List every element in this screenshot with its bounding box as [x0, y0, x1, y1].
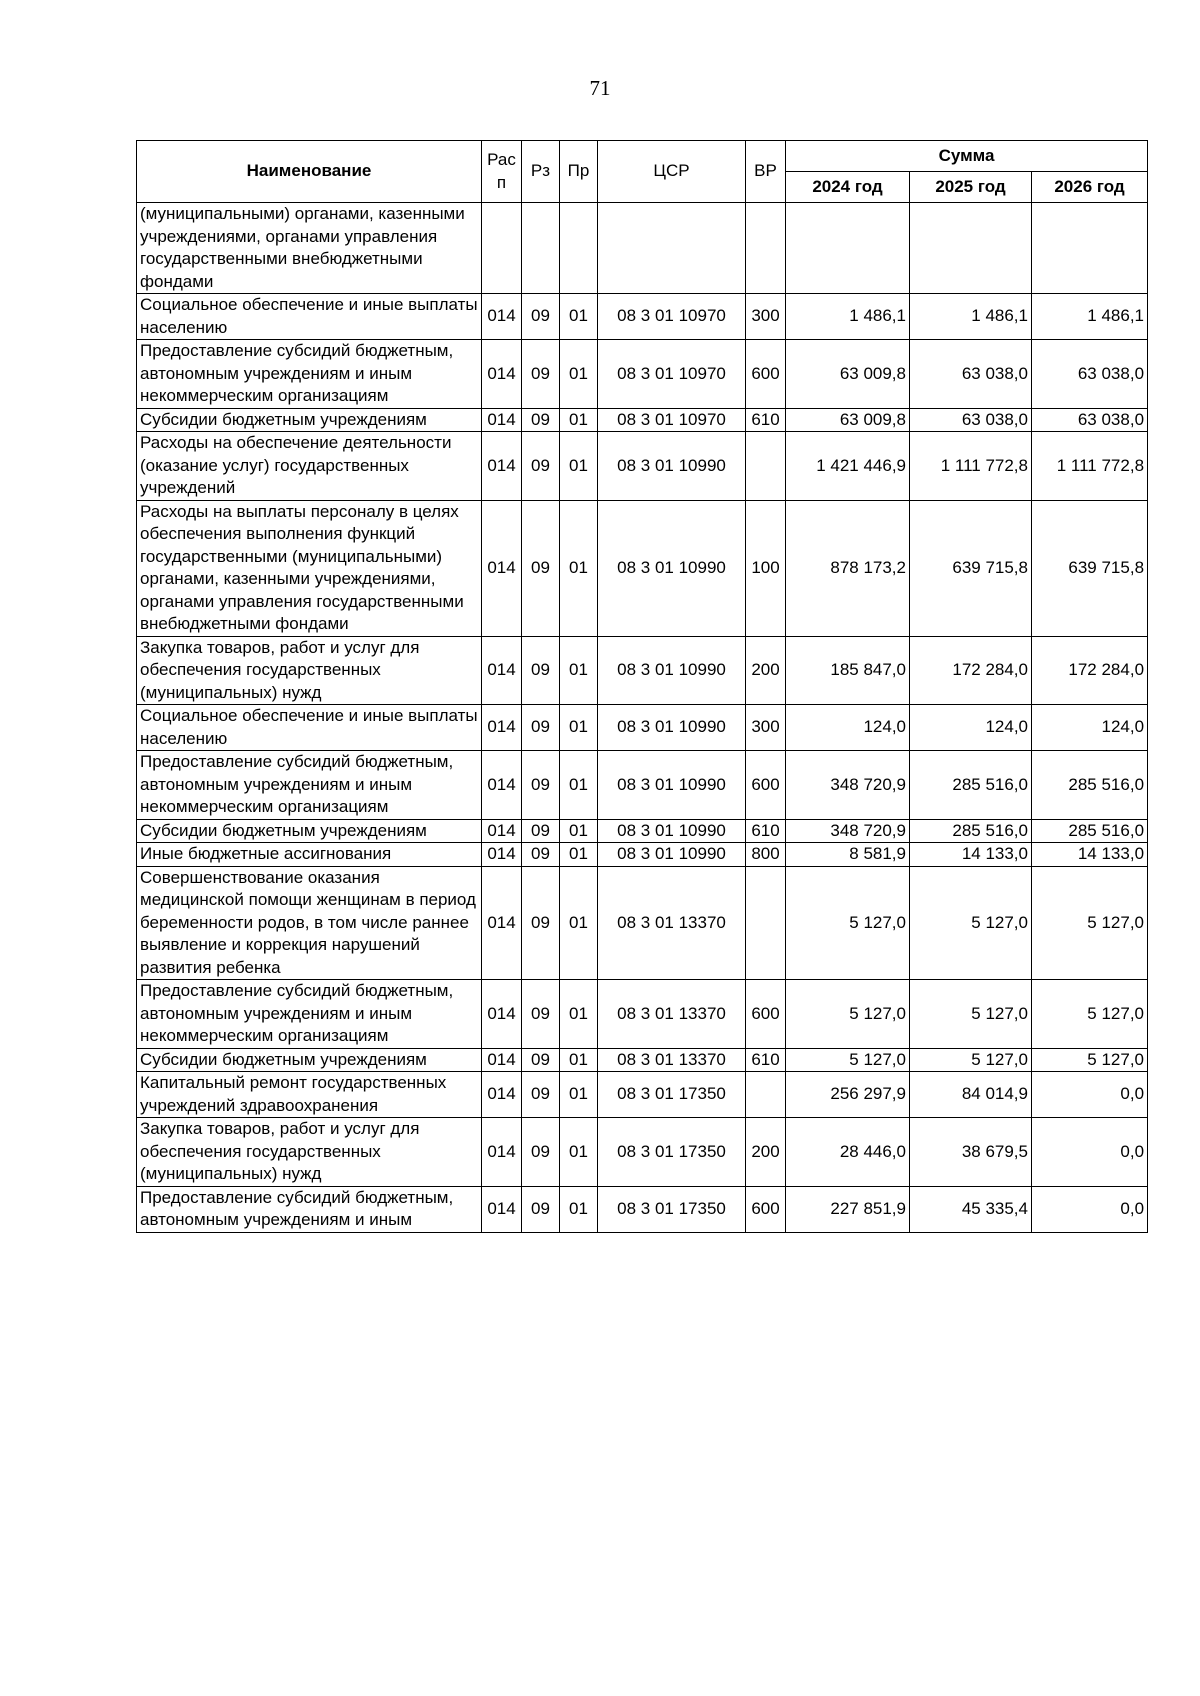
row-sum-2026: 1 111 772,8 — [1032, 432, 1148, 501]
table-row — [137, 636, 1148, 705]
row-csr: 08 3 01 17350 — [598, 1118, 746, 1187]
row-vr: 600 — [746, 1186, 786, 1232]
row-name: Предоставление субсидий бюджетным, автономным учреждениям и иным некоммерческим организациям — [137, 340, 482, 409]
header-sum: Сумма — [786, 141, 1148, 172]
row-pr: 01 — [560, 705, 598, 751]
row-pr: 01 — [560, 1186, 598, 1232]
row-csr: 08 3 01 17350 — [598, 1072, 746, 1118]
row-rasp: 014 — [482, 1048, 522, 1072]
row-vr: 600 — [746, 980, 786, 1049]
row-sum-2026: 285 516,0 — [1032, 751, 1148, 820]
row-sum-2026: 285 516,0 — [1032, 819, 1148, 843]
row-pr: 01 — [560, 843, 598, 867]
row-sum-2026: 5 127,0 — [1032, 866, 1148, 980]
header-rasp — [482, 141, 522, 203]
row-vr — [746, 1072, 786, 1118]
row-csr: 08 3 01 10990 — [598, 751, 746, 820]
row-csr: 08 3 01 10990 — [598, 500, 746, 636]
row-sum-2024: 124,0 — [786, 705, 910, 751]
header-csr: ЦСР — [598, 141, 746, 203]
row-sum-2025: 5 127,0 — [910, 866, 1032, 980]
row-name: Закупка товаров, работ и услуг для обеспечения государственных (муниципальных) нужд — [137, 636, 482, 705]
row-name: Закупка товаров, работ и услуг для обеспечения государственных (муниципальных) нужд — [137, 1118, 482, 1187]
row-rasp: 014 — [482, 751, 522, 820]
row-sum-2025 — [910, 203, 1032, 294]
row-csr: 08 3 01 10990 — [598, 819, 746, 843]
row-sum-2025: 14 133,0 — [910, 843, 1032, 867]
table-row — [137, 1118, 1148, 1187]
header-year-2026: 2026 год — [1032, 172, 1148, 203]
table-row — [137, 1072, 1148, 1118]
row-vr: 800 — [746, 843, 786, 867]
table-row — [137, 843, 1148, 867]
row-name: Субсидии бюджетным учреждениям — [137, 819, 482, 843]
row-sum-2024: 227 851,9 — [786, 1186, 910, 1232]
row-vr: 100 — [746, 500, 786, 636]
row-rz: 09 — [522, 751, 560, 820]
row-csr: 08 3 01 10990 — [598, 432, 746, 501]
row-vr: 200 — [746, 1118, 786, 1187]
row-vr — [746, 432, 786, 501]
row-rz: 09 — [522, 1072, 560, 1118]
row-pr: 01 — [560, 432, 598, 501]
row-pr: 01 — [560, 636, 598, 705]
row-rasp: 014 — [482, 819, 522, 843]
row-sum-2025: 38 679,5 — [910, 1118, 1032, 1187]
row-rz: 09 — [522, 819, 560, 843]
row-sum-2026: 172 284,0 — [1032, 636, 1148, 705]
row-sum-2026: 1 486,1 — [1032, 294, 1148, 340]
row-name: Иные бюджетные ассигнования — [137, 843, 482, 867]
row-vr — [746, 203, 786, 294]
row-pr: 01 — [560, 340, 598, 409]
row-sum-2026: 14 133,0 — [1032, 843, 1148, 867]
row-rasp: 014 — [482, 340, 522, 409]
row-sum-2024: 1 486,1 — [786, 294, 910, 340]
row-vr — [746, 866, 786, 980]
table-row — [137, 500, 1148, 636]
header-year-2025: 2025 год — [910, 172, 1032, 203]
row-rasp: 014 — [482, 432, 522, 501]
row-sum-2025: 124,0 — [910, 705, 1032, 751]
row-vr: 610 — [746, 1048, 786, 1072]
row-pr: 01 — [560, 500, 598, 636]
row-rasp: 014 — [482, 980, 522, 1049]
row-csr: 08 3 01 10970 — [598, 408, 746, 432]
row-sum-2025: 5 127,0 — [910, 1048, 1032, 1072]
row-sum-2025: 45 335,4 — [910, 1186, 1032, 1232]
row-sum-2025: 285 516,0 — [910, 751, 1032, 820]
row-sum-2024: 5 127,0 — [786, 866, 910, 980]
row-vr: 600 — [746, 751, 786, 820]
row-sum-2025: 63 038,0 — [910, 340, 1032, 409]
row-sum-2024: 348 720,9 — [786, 819, 910, 843]
row-rz: 09 — [522, 294, 560, 340]
row-sum-2024: 878 173,2 — [786, 500, 910, 636]
row-sum-2024: 28 446,0 — [786, 1118, 910, 1187]
row-pr: 01 — [560, 751, 598, 820]
row-sum-2025: 1 111 772,8 — [910, 432, 1032, 501]
header-name: Наименование — [137, 141, 482, 203]
row-sum-2025: 5 127,0 — [910, 980, 1032, 1049]
table-row — [137, 751, 1148, 820]
row-sum-2024: 5 127,0 — [786, 1048, 910, 1072]
row-rz: 09 — [522, 1186, 560, 1232]
row-sum-2025: 63 038,0 — [910, 408, 1032, 432]
row-rz: 09 — [522, 980, 560, 1049]
row-name: Субсидии бюджетным учреждениям — [137, 1048, 482, 1072]
row-name: Расходы на обеспечение деятельности (оказание услуг) государственных учреждений — [137, 432, 482, 501]
row-rz: 09 — [522, 843, 560, 867]
row-rz: 09 — [522, 1118, 560, 1187]
row-pr: 01 — [560, 819, 598, 843]
row-sum-2025: 172 284,0 — [910, 636, 1032, 705]
header-year-2024: 2024 год — [786, 172, 910, 203]
row-csr: 08 3 01 10970 — [598, 294, 746, 340]
row-name: Предоставление субсидий бюджетным, автономным учреждениям и иным некоммерческим организациям — [137, 980, 482, 1049]
row-vr: 610 — [746, 408, 786, 432]
row-rasp: 014 — [482, 636, 522, 705]
row-sum-2026: 5 127,0 — [1032, 1048, 1148, 1072]
row-rasp: 014 — [482, 866, 522, 980]
row-vr: 300 — [746, 294, 786, 340]
row-vr: 200 — [746, 636, 786, 705]
header-vr: ВР — [746, 141, 786, 203]
row-pr: 01 — [560, 408, 598, 432]
row-sum-2026: 639 715,8 — [1032, 500, 1148, 636]
row-sum-2026: 124,0 — [1032, 705, 1148, 751]
table-body — [137, 203, 1148, 1233]
row-name: Предоставление субсидий бюджетным, автономным учреждениям и иным некоммерческим организациям — [137, 751, 482, 820]
row-csr — [598, 203, 746, 294]
row-csr: 08 3 01 13370 — [598, 980, 746, 1049]
row-rz: 09 — [522, 1048, 560, 1072]
table-row — [137, 432, 1148, 501]
row-vr: 600 — [746, 340, 786, 409]
row-rz: 09 — [522, 432, 560, 501]
row-rasp — [482, 203, 522, 294]
row-sum-2024: 63 009,8 — [786, 340, 910, 409]
row-name: Расходы на выплаты персоналу в целях обеспечения выполнения функций государственными (муниципальными) органами, казенными учреждениями, органами управления государственными внебюджетными фондами — [137, 500, 482, 636]
row-rasp: 014 — [482, 705, 522, 751]
row-sum-2024: 63 009,8 — [786, 408, 910, 432]
row-pr: 01 — [560, 294, 598, 340]
row-name: Предоставление субсидий бюджетным, автономным учреждениям и иным — [137, 1186, 482, 1232]
row-sum-2026 — [1032, 203, 1148, 294]
row-csr: 08 3 01 13370 — [598, 1048, 746, 1072]
row-csr: 08 3 01 10970 — [598, 340, 746, 409]
row-csr: 08 3 01 10990 — [598, 636, 746, 705]
row-sum-2026: 0,0 — [1032, 1186, 1148, 1232]
page-number: 71 — [589, 76, 611, 100]
row-sum-2024: 8 581,9 — [786, 843, 910, 867]
table-row — [137, 340, 1148, 409]
row-sum-2024: 256 297,9 — [786, 1072, 910, 1118]
header-rasp-line1: Рас — [487, 150, 516, 169]
table-row — [137, 1186, 1148, 1232]
row-vr: 300 — [746, 705, 786, 751]
table-row — [137, 866, 1148, 980]
table-row — [137, 705, 1148, 751]
row-name: (муниципальными) органами, казенными учреждениями, органами управления государственными внебюджетными фондами — [137, 203, 482, 294]
header-pr: Пр — [560, 141, 598, 203]
row-csr: 08 3 01 13370 — [598, 866, 746, 980]
row-rz: 09 — [522, 408, 560, 432]
row-vr: 610 — [746, 819, 786, 843]
row-sum-2025: 285 516,0 — [910, 819, 1032, 843]
table-row — [137, 1048, 1148, 1072]
row-rz: 09 — [522, 636, 560, 705]
row-sum-2026: 0,0 — [1032, 1072, 1148, 1118]
row-sum-2026: 63 038,0 — [1032, 408, 1148, 432]
row-pr: 01 — [560, 866, 598, 980]
row-name: Социальное обеспечение и иные выплаты населению — [137, 705, 482, 751]
row-rasp: 014 — [482, 1118, 522, 1187]
row-rasp: 014 — [482, 843, 522, 867]
row-sum-2026: 63 038,0 — [1032, 340, 1148, 409]
row-pr — [560, 203, 598, 294]
table-row — [137, 408, 1148, 432]
row-name: Субсидии бюджетным учреждениям — [137, 408, 482, 432]
row-pr: 01 — [560, 1048, 598, 1072]
row-rz: 09 — [522, 340, 560, 409]
row-name: Совершенствование оказания медицинской помощи женщинам в период беременности родов, в том числе раннее выявление и коррекция нарушений развития ребенка — [137, 866, 482, 980]
table-row — [137, 819, 1148, 843]
row-rasp: 014 — [482, 408, 522, 432]
budget-table — [136, 140, 1148, 1233]
row-sum-2024: 5 127,0 — [786, 980, 910, 1049]
row-pr: 01 — [560, 980, 598, 1049]
row-rz: 09 — [522, 866, 560, 980]
row-pr: 01 — [560, 1118, 598, 1187]
row-pr: 01 — [560, 1072, 598, 1118]
row-sum-2024: 1 421 446,9 — [786, 432, 910, 501]
row-sum-2024: 185 847,0 — [786, 636, 910, 705]
row-csr: 08 3 01 10990 — [598, 843, 746, 867]
row-sum-2026: 0,0 — [1032, 1118, 1148, 1187]
row-rz: 09 — [522, 500, 560, 636]
row-rasp: 014 — [482, 500, 522, 636]
row-sum-2024: 348 720,9 — [786, 751, 910, 820]
row-csr: 08 3 01 10990 — [598, 705, 746, 751]
row-sum-2025: 1 486,1 — [910, 294, 1032, 340]
row-sum-2025: 639 715,8 — [910, 500, 1032, 636]
row-csr: 08 3 01 17350 — [598, 1186, 746, 1232]
row-sum-2025: 84 014,9 — [910, 1072, 1032, 1118]
table-row — [137, 980, 1148, 1049]
row-name: Социальное обеспечение и иные выплаты населению — [137, 294, 482, 340]
row-rz — [522, 203, 560, 294]
row-sum-2026: 5 127,0 — [1032, 980, 1148, 1049]
row-rz: 09 — [522, 705, 560, 751]
row-rasp: 014 — [482, 294, 522, 340]
header-rz: Рз — [522, 141, 560, 203]
table-row — [137, 294, 1148, 340]
row-name: Капитальный ремонт государственных учреждений здравоохранения — [137, 1072, 482, 1118]
header-rasp-line2: п — [496, 172, 507, 192]
row-rasp: 014 — [482, 1072, 522, 1118]
table-row — [137, 203, 1148, 294]
row-sum-2024 — [786, 203, 910, 294]
row-rasp: 014 — [482, 1186, 522, 1232]
